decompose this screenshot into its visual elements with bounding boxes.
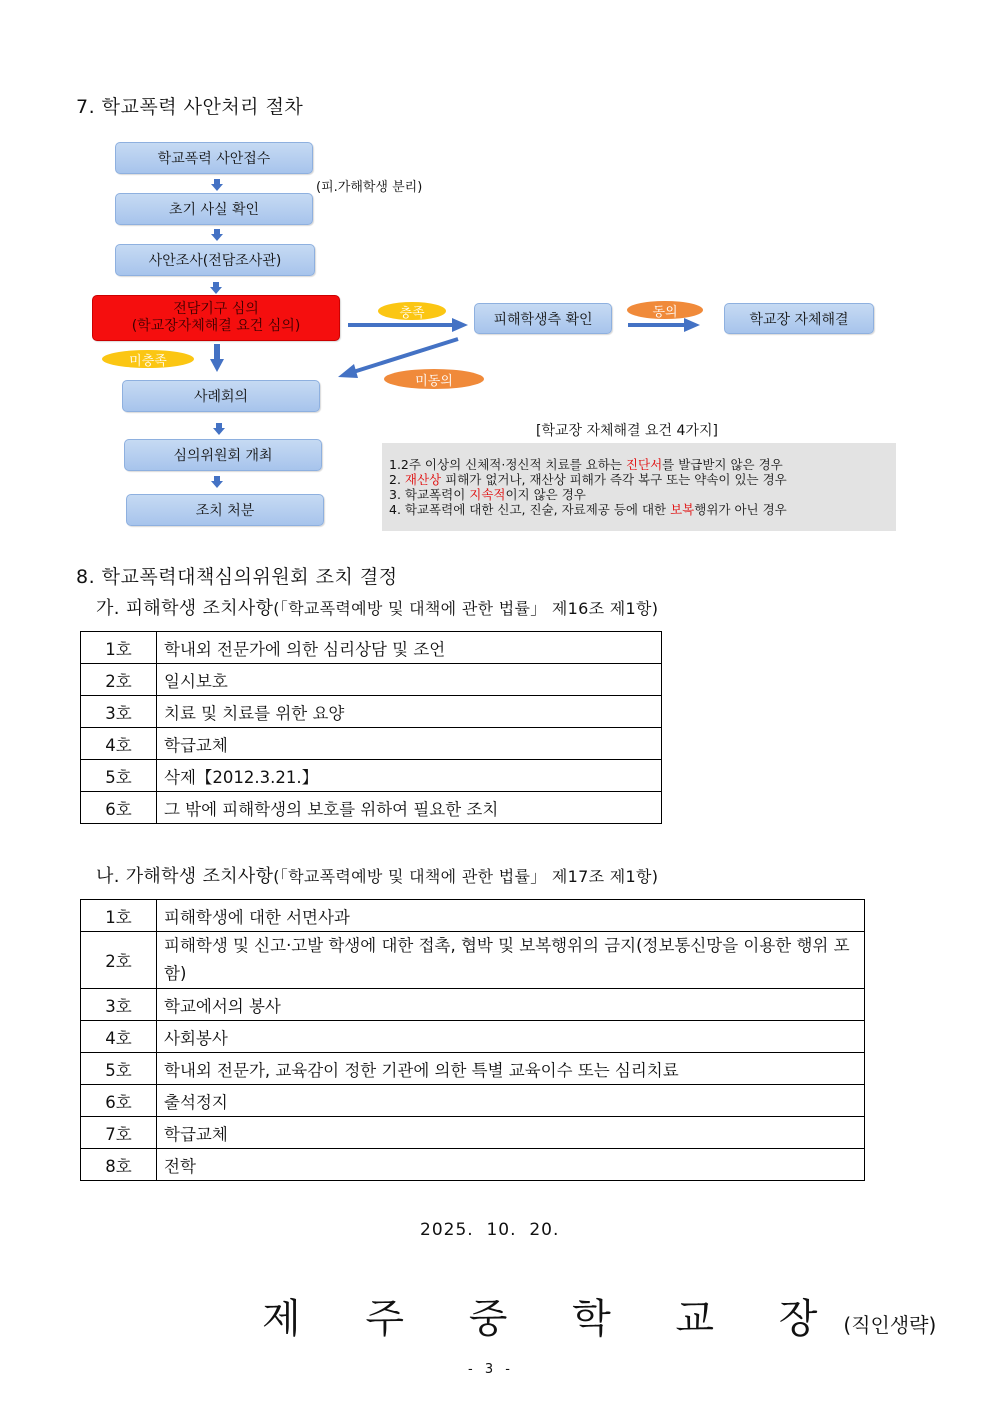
flow-step-initial-check: 초기 사실 확인 [115,193,313,225]
flow-step-investigation: 사안조사(전담조사관) [115,244,315,276]
process-flowchart [92,138,898,534]
offender-heading: 나. 가해학생 조치사항(「학교폭력예방 및 대책에 관한 법률」 제17조 제1항) [96,866,659,887]
down-arrow-icon [210,344,224,372]
table-row: 8호 전학 [81,1149,865,1181]
criteria-item: 4. 학교폭력에 대한 신고, 진술, 자료제공 등에 대한 보복행위가 아닌 경우 [389,502,787,517]
section7-title: 7. 학교폭력 사안처리 절차 [76,96,304,118]
section8-title: 8. 학교폭력대책심의위원회 조치 결정 [76,566,398,588]
table-row: 5호 학내외 전문가, 교육감이 정한 기관에 의한 특별 교육이수 또는 심리치료 [81,1053,865,1085]
not-meets-pill: 미충족 [102,350,194,368]
flow-step-report: 학교폭력 사안접수 [115,142,313,174]
down-arrow-icon [213,423,225,435]
flow-step-committee: 심의위원회 개최 [124,439,322,471]
offender-measures-table [80,899,865,1181]
page-number: - 3 - [468,1362,514,1377]
criteria-item: 1.2주 이상의 신체적·정신적 치료를 요하는 진단서를 발급받지 않은 경우 [389,457,783,472]
table-row: 4호 사회봉사 [81,1021,865,1053]
down-arrow-icon [211,476,223,488]
table-row: 1호 피해학생에 대한 서면사과 [81,900,865,932]
meets-pill: 충족 [378,302,446,320]
table-row: 5호 삭제【2012.3.21.】 [81,760,662,792]
right-arrow-icon [628,318,700,332]
table-row: 6호 그 밖에 피해학생의 보호를 위하여 필요한 조치 [81,792,662,824]
down-arrow-icon [211,229,223,241]
table-row: 2호 일시보호 [81,664,662,696]
table-row: 3호 치료 및 치료를 위한 요양 [81,696,662,728]
review-line1: 전담기구 심의 [173,301,259,317]
down-arrow-icon [211,179,223,191]
table-row: 3호 학교에서의 봉사 [81,989,865,1021]
signature-line [262,1287,936,1344]
flow-step-measures: 조치 처분 [126,494,324,526]
table-row: 4호 학급교체 [81,728,662,760]
review-line2: (학교장자체해결 요건 심의) [131,318,301,334]
seal-omitted-note: (직인생략) [843,1313,937,1337]
table-row: 6호 출석정지 [81,1085,865,1117]
right-arrow-icon [348,318,468,332]
criteria-title: [학교장 자체해결 요건 4가지] [536,423,718,439]
victim-measures-table [80,631,662,824]
flow-step-review [92,295,340,341]
criteria-box [382,443,896,531]
down-arrow-icon [210,282,222,294]
criteria-item: 2. 재산상 피해가 없거나, 재산상 피해가 즉각 복구 또는 약속이 있는 경우 [389,472,787,487]
agree-pill: 동의 [627,301,703,319]
criteria-item: 3. 학교폭력이 지속적이지 않은 경우 [389,487,586,502]
flow-step-victim-confirm: 피해학생측 확인 [474,303,612,334]
table-row: 1호 학내외 전문가에 의한 심리상담 및 조언 [81,632,662,664]
not-agree-pill: 미동의 [384,369,484,389]
document-date: 2025. 10. 20. [420,1220,560,1240]
table-row: 2호 피해학생 및 신고·고발 학생에 대한 접촉, 협박 및 보복행위의 금지(정보통신망을 이용한 행위 포함) [81,932,865,989]
victim-heading: 가. 피해학생 조치사항(「학교폭력예방 및 대책에 관한 법률」 제16조 제1항) [96,598,659,619]
flow-step-case-meeting: 사례회의 [122,380,320,412]
flow-separation-note: (피.가해학생 분리) [316,180,423,195]
table-row: 7호 학급교체 [81,1117,865,1149]
principal-signature: 제 주 중 학 교 장 [262,1296,844,1342]
flow-step-principal-resolve: 학교장 자체해결 [724,303,874,334]
